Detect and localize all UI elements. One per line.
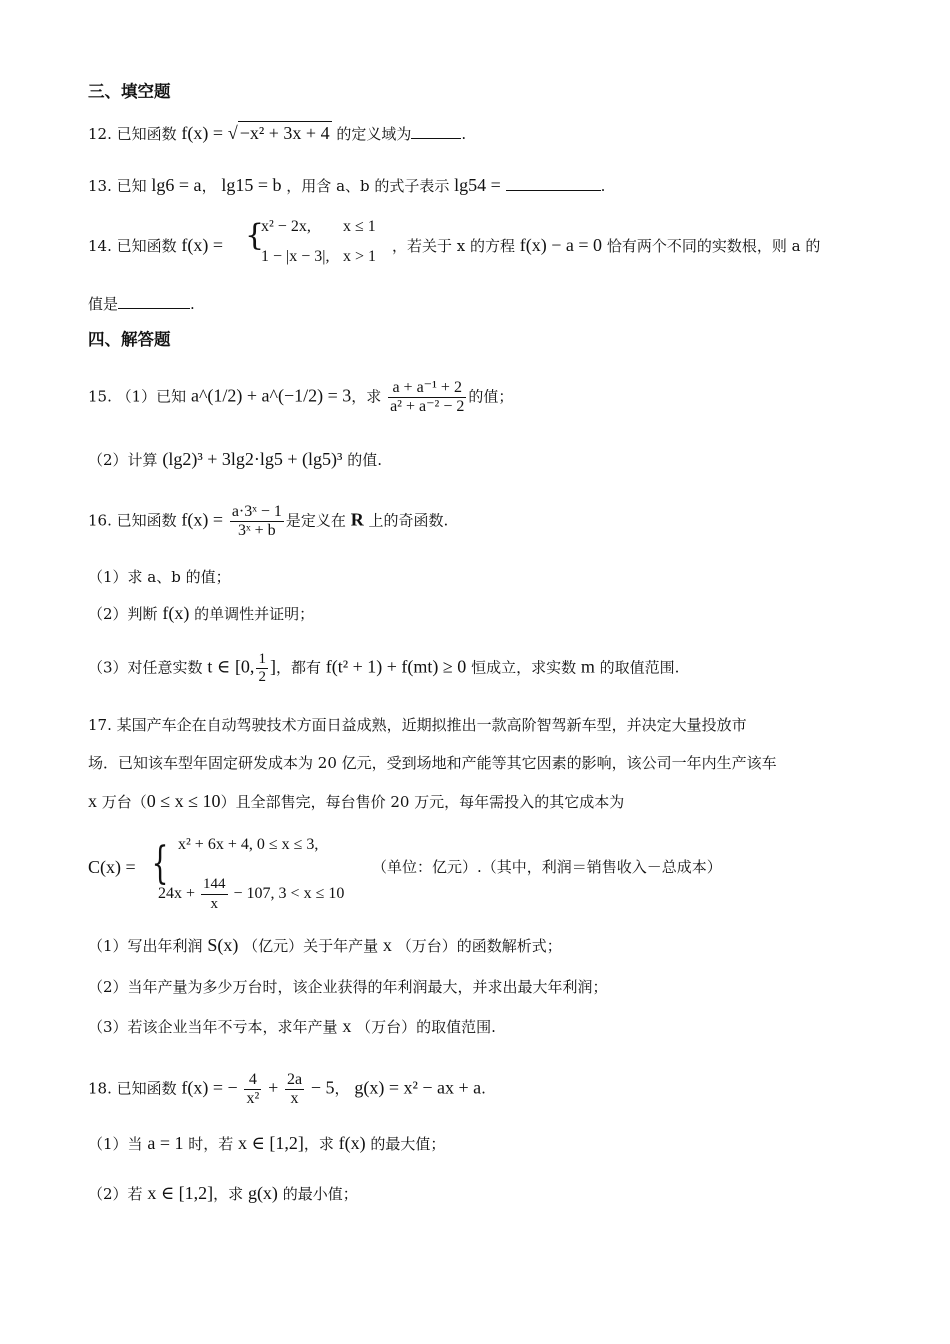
q17-p1-S: S(x) (207, 935, 239, 955)
q17-cost-function: C(x) = (88, 857, 136, 877)
q12-end: . (461, 125, 467, 143)
q14-case2-expr: 1 − |x − 3|, (261, 248, 330, 265)
q18-p2-tail: 的最小值； (282, 1185, 358, 1203)
q17-p3-lead: （3）若该企业当年不亏本，求年产量 (88, 1018, 338, 1036)
q17-range: 0 ≤ x ≤ 10 (146, 791, 221, 811)
q13-lead: 13. 已知 (88, 177, 147, 195)
q15-tail: 的值； (468, 387, 514, 406)
section-fill-in-title: 三、填空题 (88, 82, 171, 101)
q15-lead: 15. （1）已知 (88, 387, 187, 406)
question-17-unit: （单位：亿元）.（其中，利润＝销售收入－总成本） (372, 858, 722, 876)
q17-case2-frac (201, 876, 228, 913)
q16-p3-mid: ，都有 (275, 658, 321, 677)
q16-lead: 16. 已知函数 (88, 511, 177, 530)
q18-f: f(x) = − (181, 1077, 238, 1098)
q16-p3-lead: （3）对任意实数 (88, 658, 203, 677)
q18-f-tail: − 5 (310, 1077, 335, 1098)
q16-p3-half (256, 652, 268, 685)
question-16-part2 (88, 604, 314, 622)
q18-p1-ask: ，求 (303, 1135, 334, 1153)
q17-case2 (158, 876, 344, 913)
q16-p2-lead: （2）判断 (88, 605, 158, 623)
q13-expression: lg54 = (454, 175, 501, 195)
q17-p3-tail: （万台）的取值范围. (356, 1018, 496, 1036)
q16-p3-var: t ∈ (207, 656, 231, 677)
q15-p2-tail: 的值. (347, 451, 382, 469)
question-17-line3 (88, 792, 624, 810)
q17-p3-x: x (342, 1016, 352, 1036)
q16-p3-m: m (580, 656, 595, 677)
q17-case2-den: x (210, 896, 219, 912)
question-16 (88, 504, 448, 539)
q14-case1-expr: x² − 2x, (261, 218, 311, 235)
question-17-line2: 场．已知该车型年固定研发成本为 20 亿元，受到场地和产能等其它因素的影响，该公司一年内生产该车 (88, 754, 777, 772)
q18-sep: ， (334, 1079, 350, 1098)
q18-p1-f: f(x) (338, 1133, 366, 1153)
q17-p1-lead: （1）写出年利润 (88, 937, 203, 955)
q17-p1-tail: （万台）的函数解析式； (396, 937, 562, 955)
question-17-part2: （2）当年产量为多少万台时，该企业获得的年利润最大，并求出最大年利润； (88, 978, 608, 996)
question-14 (88, 236, 223, 254)
q16-p3-half-den: 2 (258, 669, 266, 685)
q14-line2: 值是 (88, 295, 119, 313)
q18-frac2-num: 2a (287, 1071, 303, 1088)
q12-tail: 的定义域为 (336, 125, 412, 143)
question-15-part1 (88, 380, 513, 415)
q16-function: f(x) = (181, 509, 224, 530)
q14-case2-cond: x > 1 (343, 248, 377, 265)
q17-p1-mid: （亿元）关于年产量 (243, 937, 379, 955)
q14-function: f(x) = (181, 235, 224, 255)
q16-p3-tail: 的取值范围. (599, 658, 680, 677)
question-17-part1 (88, 936, 562, 954)
q12-radicand: −x² + 3x + 4 (239, 123, 330, 143)
question-17-part3 (88, 1017, 496, 1035)
q15-fraction (388, 380, 466, 415)
q13-sep: ， (201, 177, 217, 195)
q18-p1-cond: a = 1 (147, 1133, 184, 1153)
question-15-part2 (88, 450, 382, 468)
q13-condition-1: lg6 = a (151, 175, 202, 195)
q13-condition-2: lg15 = b (221, 175, 282, 195)
q18-p1-tail: 的最大值； (370, 1135, 446, 1153)
q14-equation: f(x) − a = 0 (519, 235, 603, 255)
q16-frac-num: a·3ˣ − 1 (231, 503, 282, 520)
question-16-part3 (88, 652, 679, 685)
q13-mid: ，用含 a、b 的式子表示 (286, 177, 450, 195)
question-17-cost-label (88, 858, 136, 876)
q14-mid: ，若关于 x 的方程 (392, 237, 515, 255)
q16-fraction (230, 504, 284, 539)
q18-p2-ask: ，求 (213, 1185, 244, 1203)
q17-line3-a: 万台（ (101, 793, 147, 811)
q18-p2-g: g(x) (247, 1183, 278, 1203)
q16-p2-function: f(x) (162, 603, 190, 623)
question-13 (88, 176, 605, 194)
q12-function: f(x) = (181, 123, 224, 143)
q16-p3-inequality: f(t² + 1) + f(mt) ≥ 0 (325, 656, 467, 677)
question-17-line1: 17. 某国产车企在自动驾驶技术方面日益成熟，近期拟推出一款高阶智驾新车型，并决定大量投放市 (88, 716, 747, 734)
q13-end: . (600, 177, 606, 195)
question-12: 12. 已知函数 f(x) = √ −x² + 3x + 4 的定义域为 . (88, 123, 467, 143)
q18-frac2 (285, 1072, 304, 1107)
q18-g: g(x) = x² − ax + a (354, 1077, 482, 1098)
q18-frac1-num: 4 (244, 1072, 261, 1090)
q17-x: x (88, 791, 97, 811)
q18-end: . (481, 1079, 486, 1098)
q17-case2-b: − 107, 3 < x ≤ 10 (233, 885, 345, 903)
q17-p1-x: x (382, 935, 392, 955)
q18-p1-mid: 时，若 (188, 1135, 234, 1153)
question-18-part1 (88, 1134, 445, 1152)
q14-lead: 14. 已知函数 (88, 237, 177, 255)
q18-plus: + (268, 1077, 279, 1098)
q17-line3-b: ）且全部售完，每台售价 20 万元，每年需投入的其它成本为 (220, 793, 625, 811)
q14-brace: { (245, 218, 265, 253)
q16-p2-tail: 的单调性并证明； (194, 605, 315, 623)
q14-tail: 恰有两个不同的实数根，则 a 的 (606, 237, 821, 255)
q15-frac-num: a + a⁻¹ + 2 (388, 380, 466, 398)
question-18 (88, 1072, 486, 1107)
q14-piecewise (245, 216, 390, 274)
question-16-part1: （1）求 a、b 的值； (88, 568, 231, 586)
q18-frac2-den: x (290, 1090, 299, 1107)
question-18-part2 (88, 1184, 358, 1202)
section-answer-title: 四、解答题 (88, 330, 171, 349)
q16-p3-half-num: 1 (258, 651, 266, 667)
q16-p3-interval-left: [0, (234, 656, 255, 677)
q17-brace: { (151, 838, 169, 889)
q15-frac-den: a² + a⁻² − 2 (390, 398, 465, 415)
q17-case1: x² + 6x + 4, 0 ≤ x ≤ 3, (178, 836, 319, 853)
q12-lead: 12. 已知函数 (88, 125, 177, 143)
q18-p1-x: x ∈ [1,2] (238, 1133, 304, 1153)
q14-case1-cond: x ≤ 1 (343, 218, 376, 235)
q18-frac1 (244, 1072, 261, 1107)
q18-frac1-den: x² (246, 1090, 260, 1107)
q15-p2-expression: (lg2)³ + 3lg2·lg5 + (lg5)³ (162, 449, 343, 469)
q13-answer-blank[interactable] (506, 176, 601, 191)
q16-real-set: R (350, 509, 364, 530)
q18-p2-lead: （2）若 (88, 1185, 143, 1203)
question-14-line2: 值是 . (88, 295, 195, 313)
q17-case2-num: 144 (201, 876, 228, 895)
q15-ask: ，求 (351, 387, 382, 406)
q12-answer-blank[interactable] (411, 124, 461, 139)
q17-case2-a: 24x + (158, 885, 196, 903)
q16-tail-b: 上的奇函数. (368, 511, 449, 530)
q15-condition: a^(1/2) + a^(−1/2) = 3 (190, 385, 352, 406)
q16-p3-interval-right: ] (269, 656, 276, 677)
q14-answer-blank[interactable] (118, 294, 190, 309)
question-14-rest (392, 236, 820, 254)
q15-p2-lead: （2）计算 (88, 451, 158, 469)
q18-p2-x: x ∈ [1,2] (147, 1183, 214, 1203)
q18-lead: 18. 已知函数 (88, 1079, 177, 1098)
q16-p3-ask: 恒成立，求实数 (471, 658, 577, 677)
q17-piecewise (146, 830, 366, 914)
q16-tail-a: 是定义在 (285, 511, 346, 530)
q16-frac-den: 3ˣ + b (238, 522, 276, 539)
q18-p1-lead: （1）当 (88, 1135, 143, 1153)
